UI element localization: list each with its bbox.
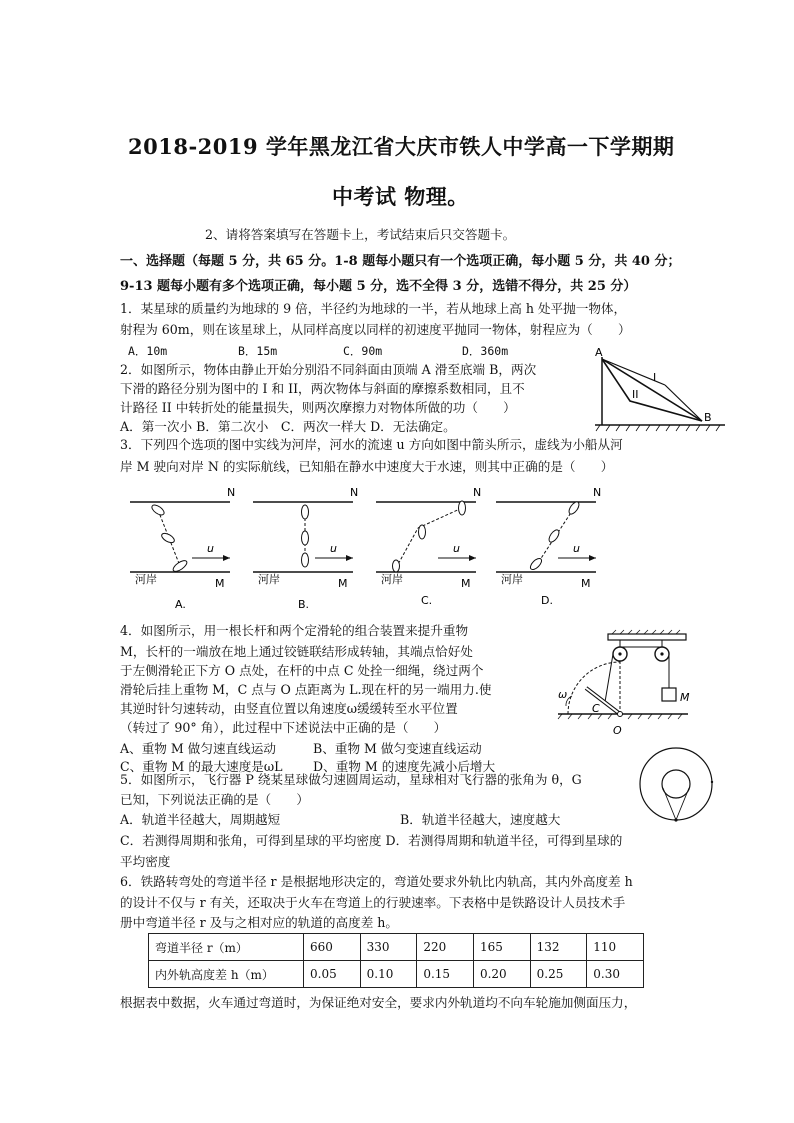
table-cell: 110 [587, 934, 644, 961]
panel-d-label: D. [541, 594, 553, 607]
q2-line-2: 下滑的路径分别为图中的 I 和 II，两次物体与斜面的摩擦系数相同，且不 [120, 381, 525, 396]
table-cell: 330 [360, 934, 417, 961]
q4-option-c: C、重物 M 的最大速度是ωL [120, 759, 283, 774]
q5-option-b: B．轨道半径越大，速度越大 [400, 812, 561, 827]
incline-figure [590, 345, 730, 437]
point-b-label: B [704, 411, 712, 424]
table-header-radius: 弯道半径 r（m） [149, 934, 304, 961]
river-panel-a [130, 486, 235, 611]
panel-d-bank: 河岸 [501, 573, 523, 586]
section-heading-line-1: 一、选择题（每题 5 分，共 65 分。1-8 题每小题只有一个选项正确，每小题 5 分，共 40 分； [120, 254, 681, 269]
panel-a-u: u [207, 542, 214, 555]
q4-line-4: 滑轮后挂上重物 M，C 点与 O 点距离为 L.现在杆的另一端用力.使 [120, 682, 492, 697]
panel-b-bank: 河岸 [258, 573, 280, 586]
q5-line-1: 5．如图所示，飞行器 P 绕某星球做匀速圆周运动，星球相对飞行器的张角为 θ，G [120, 772, 582, 787]
q4-option-d: D、重物 M 的速度先减小后增大 [313, 759, 496, 774]
orbit-figure [636, 746, 716, 826]
table-cell: 0.05 [304, 961, 361, 988]
river-panel-d [496, 486, 601, 607]
q6-line-2: 的设计不仅与 r 有关，还取决于火车在弯道上的行驶速率。下表格中是铁路设计人员技术手 [120, 895, 626, 910]
panel-b-u: u [330, 542, 337, 555]
point-o-label: O [613, 724, 622, 737]
q4-line-2: M，长杆的一端放在地上通过铰链联结形成转轴，其端点恰好处 [120, 644, 473, 659]
q1-option-b: B．15m [238, 344, 278, 358]
q4-line-5: 其逆时针匀速转动，由竖直位置以角速度ω缓缓转至水平位置 [120, 701, 458, 716]
panel-d-n: N [593, 486, 602, 499]
panel-c-m: M [461, 577, 471, 590]
panel-a-bank: 河岸 [135, 573, 157, 586]
q1-option-a: A．10m [128, 344, 168, 358]
panel-c-bank: 河岸 [381, 573, 403, 586]
river-figures [130, 480, 610, 612]
table-cell: 0.15 [417, 961, 474, 988]
panel-c-n: N [473, 486, 482, 499]
q2-line-4: A．第一次小 B．第二次小 C．两次一样大 D．无法确定。 [120, 419, 456, 434]
mass-m-label: M [680, 691, 690, 704]
title-line-1: 2018-2019 学年黑龙江省大庆市铁人中学高一下学期期 [128, 134, 675, 159]
q2-line-1: 2．如图所示，物体由静止开始分别沿不同斜面由顶端 A 滑至底端 B，两次 [120, 362, 537, 377]
panel-c-u: u [453, 542, 460, 555]
q4-option-b: B、重物 M 做匀变速直线运动 [313, 741, 482, 756]
q6-line-3: 册中弯道半径 r 及与之相对应的轨道的高度差 h。 [120, 915, 399, 930]
panel-d-m: M [581, 577, 591, 590]
table-row-radius [149, 934, 644, 961]
table-cell: 0.30 [587, 961, 644, 988]
panel-b-m: M [338, 577, 348, 590]
point-a-label: A [595, 346, 603, 359]
path-i-label: I [653, 371, 657, 384]
radius-height-table [148, 933, 644, 988]
q4-line-3: 于左侧滑轮正下方 O 点处，在杆的中点 C 处拴一细绳，绕过两个 [120, 663, 484, 678]
q5-option-c-cont: 平均密度 [120, 854, 171, 869]
point-c-label: C [592, 702, 600, 715]
river-panel-c [376, 486, 481, 607]
table-cell: 0.20 [473, 961, 530, 988]
exam-note: 2、请将答案填写在答题卡上，考试结束后只交答题卡。 [205, 227, 516, 242]
panel-d-u: u [573, 542, 580, 555]
table-cell: 0.25 [530, 961, 587, 988]
table-cell: 220 [417, 934, 474, 961]
q3-line-1: 3．下列四个选项的图中实线为河岸，河水的流速 u 方向如图中箭头所示，虚线为小船从河 [120, 437, 623, 452]
pulley-figure [548, 630, 698, 740]
table-cell: 132 [530, 934, 587, 961]
table-row-height [149, 961, 644, 988]
q5-option-a: A．轨道半径越大，周期越短 [120, 812, 281, 827]
panel-a-m: M [215, 577, 225, 590]
section-heading-line-2: 9-13 题每小题有多个选项正确，每小题 5 分，选不全得 3 分，选错不得分，共 25 分） [120, 279, 637, 294]
q4-line-1: 4．如图所示，用一根长杆和两个定滑轮的组合装置来提升重物 [120, 623, 469, 638]
q5-option-c: C．若测得周期和张角，可得到星球的平均密度 D．若测得周期和轨道半径，可得到星球的 [120, 833, 623, 848]
omega-label: ω [558, 688, 568, 701]
q1-line-2: 射程为 60m，则在该星球上，从同样高度以同样的初速度平抛同一物体，射程应为（ ） [120, 322, 631, 337]
q3-line-2: 岸 M 驶向对岸 N 的实际航线，已知船在静水中速度大于水速，则其中正确的是（ ） [120, 459, 614, 474]
table-cell: 0.10 [360, 961, 417, 988]
river-panel-b [253, 486, 358, 611]
table-cell: 165 [473, 934, 530, 961]
q1-line-1: 1．某星球的质量约为地球的 9 倍，半径约为地球的一半，若从地球上高 h 处平抛一物体， [120, 301, 627, 316]
q6-line-4: 根据表中数据，火车通过弯道时，为保证绝对安全，要求内外轨道均不向车轮施加侧面压力， [120, 995, 637, 1010]
q6-line-1: 6．铁路转弯处的弯道半径 r 是根据地形决定的，弯道处要求外轨比内轨高，其内外高度差 h [120, 874, 633, 889]
path-ii-label: II [632, 388, 639, 401]
title-line-2: 中考试 物理。 [332, 184, 469, 209]
panel-a-n: N [227, 486, 236, 499]
table-header-height: 内外轨高度差 h（m） [149, 961, 304, 988]
q1-option-d: D．360m [462, 344, 509, 358]
q5-line-2: 已知，下列说法正确的是（ ） [120, 792, 309, 807]
panel-b-n: N [350, 486, 359, 499]
panel-c-label: C. [421, 594, 433, 607]
table-cell: 660 [304, 934, 361, 961]
panel-a-label: A. [175, 598, 186, 611]
panel-b-label: B. [298, 598, 310, 611]
q2-line-3: 计路径 II 中转折处的能量损失，则两次摩擦力对物体所做的功（ ） [120, 400, 516, 415]
q4-line-6: （转过了 90° 角），此过程中下述说法中正确的是（ ） [120, 720, 447, 735]
q1-option-c: C．90m [343, 344, 383, 358]
q4-option-a: A、重物 M 做匀速直线运动 [120, 741, 276, 756]
